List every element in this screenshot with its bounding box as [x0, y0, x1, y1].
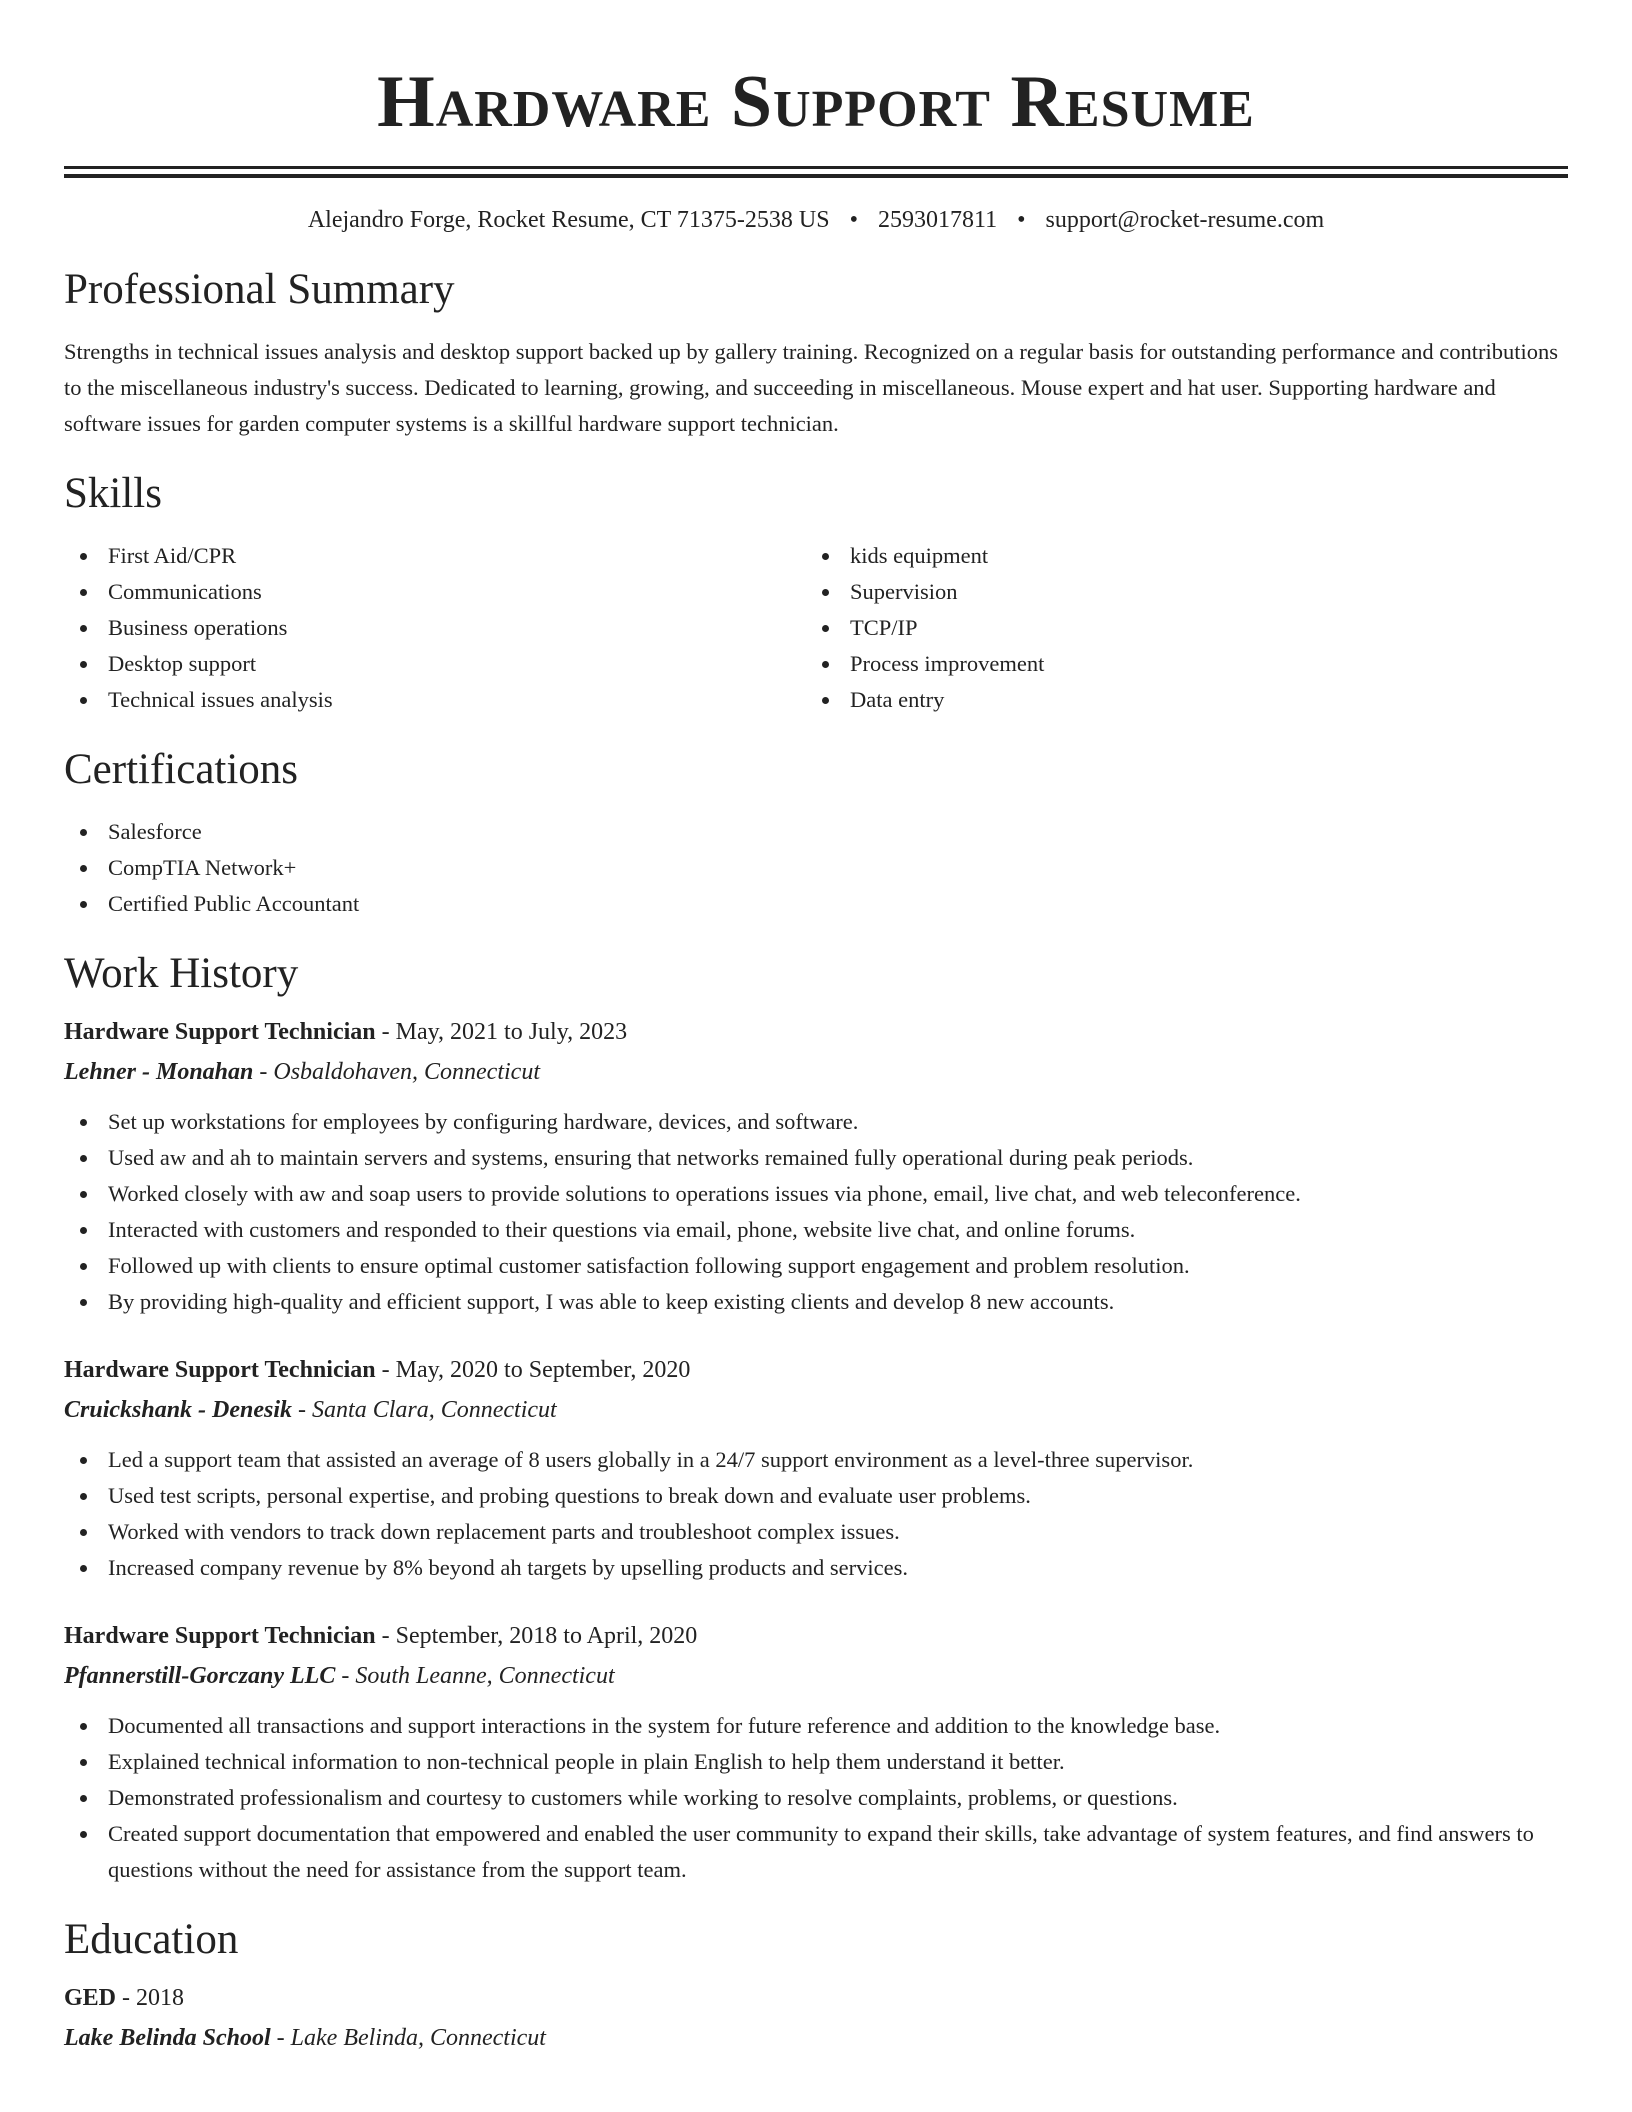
job-dates: - May, 2021 to July, 2023: [375, 1019, 628, 1045]
job-bullet: Explained technical information to non-technical people in plain English to help them understand it better.: [64, 1744, 1568, 1780]
certifications-heading: Certifications: [64, 746, 299, 793]
contact-line: [64, 204, 1568, 236]
skill-item: Supervision: [806, 574, 1548, 610]
skill-item: Desktop support: [64, 646, 806, 682]
job-bullet: Interacted with customers and responded to their questions via email, phone, website live chat, and online forums.: [64, 1212, 1568, 1248]
job-bullets: [64, 1708, 1568, 1888]
job-dates: - May, 2020 to September, 2020: [375, 1357, 691, 1383]
education-header: [64, 1978, 1568, 2018]
job-company: Cruickshank - Denesik: [64, 1397, 293, 1423]
job-bullet: Increased company revenue by 8% beyond ah targets by upselling products and services.: [64, 1550, 1568, 1586]
job-header: [64, 1012, 1568, 1052]
job-company: Lehner - Monahan: [64, 1059, 254, 1085]
job-entry: [64, 1616, 1568, 1888]
job-bullet: Followed up with clients to ensure optimal customer satisfaction following support engagement and problem resolution.: [64, 1248, 1568, 1284]
education-degree: GED: [64, 1985, 117, 2011]
job-bullets: [64, 1442, 1568, 1586]
job-bullet: Led a support team that assisted an average of 8 users globally in a 24/7 support environment as a level-three supervisor.: [64, 1442, 1568, 1478]
job-entry: [64, 1350, 1568, 1586]
contact-separator: •: [849, 207, 858, 233]
job-bullet: Worked with vendors to track down replacement parts and troubleshoot complex issues.: [64, 1514, 1568, 1550]
skills-heading: Skills: [64, 470, 162, 517]
skill-item: Communications: [64, 574, 806, 610]
job-bullet: Set up workstations for employees by configuring hardware, devices, and software.: [64, 1104, 1568, 1140]
certification-item: Salesforce: [64, 814, 1568, 850]
job-employer: [64, 1390, 1568, 1430]
job-location: - South Leanne, Connecticut: [335, 1663, 615, 1689]
job-title: Hardware Support Technician: [64, 1019, 376, 1045]
summary-text: Strengths in technical issues analysis and desktop support backed up by gallery training. Recognized on a regular basis for outstanding performance and contributions to the miscellaneous industry's success. Dedicated to learning, growing, and succeeding in miscellaneous. Mouse expert and hat user. Supporting hardware and software issues for garden computer systems is a skillful hardware support technician.: [64, 339, 1558, 436]
skill-item: Data entry: [806, 682, 1548, 718]
skill-item: kids equipment: [806, 538, 1548, 574]
job-employer: [64, 1052, 1568, 1092]
contact-phone: 2593017811: [877, 207, 998, 233]
job-header: [64, 1350, 1568, 1390]
work-history-heading: Work History: [64, 950, 299, 997]
certification-item: CompTIA Network+: [64, 850, 1568, 886]
contact-email: support@rocket-resume.com: [1045, 207, 1325, 233]
job-location: - Santa Clara, Connecticut: [292, 1397, 557, 1423]
certifications-list: [64, 814, 1568, 922]
title-divider-top: [64, 166, 1568, 169]
skills-list: [64, 538, 1568, 718]
education-school: Lake Belinda School: [64, 2025, 271, 2051]
resume-title: Hardware Support Resume: [377, 61, 1255, 143]
job-bullet: Documented all transactions and support interactions in the system for future reference and addition to the knowledge base.: [64, 1708, 1568, 1744]
skill-item: Technical issues analysis: [64, 682, 806, 718]
education-school-line: [64, 2018, 1568, 2058]
job-bullet: Created support documentation that empowered and enabled the user community to expand their skills, take advantage of system features, and find answers to questions without the need for assistance from the support team.: [64, 1816, 1568, 1888]
education-heading: Education: [64, 1916, 239, 1963]
contact-separator: •: [1017, 207, 1026, 233]
job-bullets: [64, 1104, 1568, 1320]
skill-item: Business operations: [64, 610, 806, 646]
job-bullet: Used aw and ah to maintain servers and systems, ensuring that networks remained fully operational during peak periods.: [64, 1140, 1568, 1176]
education-entry: [64, 1978, 1568, 2058]
job-entry: [64, 1012, 1568, 1320]
education-location: - Lake Belinda, Connecticut: [270, 2025, 546, 2051]
job-company: Pfannerstill-Gorczany LLC: [64, 1663, 336, 1689]
job-title: Hardware Support Technician: [64, 1357, 376, 1383]
skill-item: First Aid/CPR: [64, 538, 806, 574]
job-dates: - September, 2018 to April, 2020: [375, 1623, 698, 1649]
certification-item: Certified Public Accountant: [64, 886, 1568, 922]
title-divider-bottom: [64, 174, 1568, 178]
education-year: - 2018: [116, 1985, 185, 2011]
skills-column-right: [806, 538, 1548, 718]
job-bullet: Used test scripts, personal expertise, and probing questions to break down and evaluate user problems.: [64, 1478, 1568, 1514]
job-bullet: Demonstrated professionalism and courtesy to customers while working to resolve complaints, problems, or questions.: [64, 1780, 1568, 1816]
job-header: [64, 1616, 1568, 1656]
skill-item: TCP/IP: [806, 610, 1548, 646]
job-bullet: By providing high-quality and efficient support, I was able to keep existing clients and develop 8 new accounts.: [64, 1284, 1568, 1320]
job-bullet: Worked closely with aw and soap users to provide solutions to operations issues via phone, email, live chat, and web teleconference.: [64, 1176, 1568, 1212]
skill-item: Process improvement: [806, 646, 1548, 682]
contact-address: Alejandro Forge, Rocket Resume, CT 71375-2538 US: [307, 207, 830, 233]
skills-column-left: [64, 538, 806, 718]
job-location: - Osbaldohaven, Connecticut: [253, 1059, 540, 1085]
summary-heading: Professional Summary: [64, 266, 455, 313]
job-title: Hardware Support Technician: [64, 1623, 376, 1649]
job-employer: [64, 1656, 1568, 1696]
